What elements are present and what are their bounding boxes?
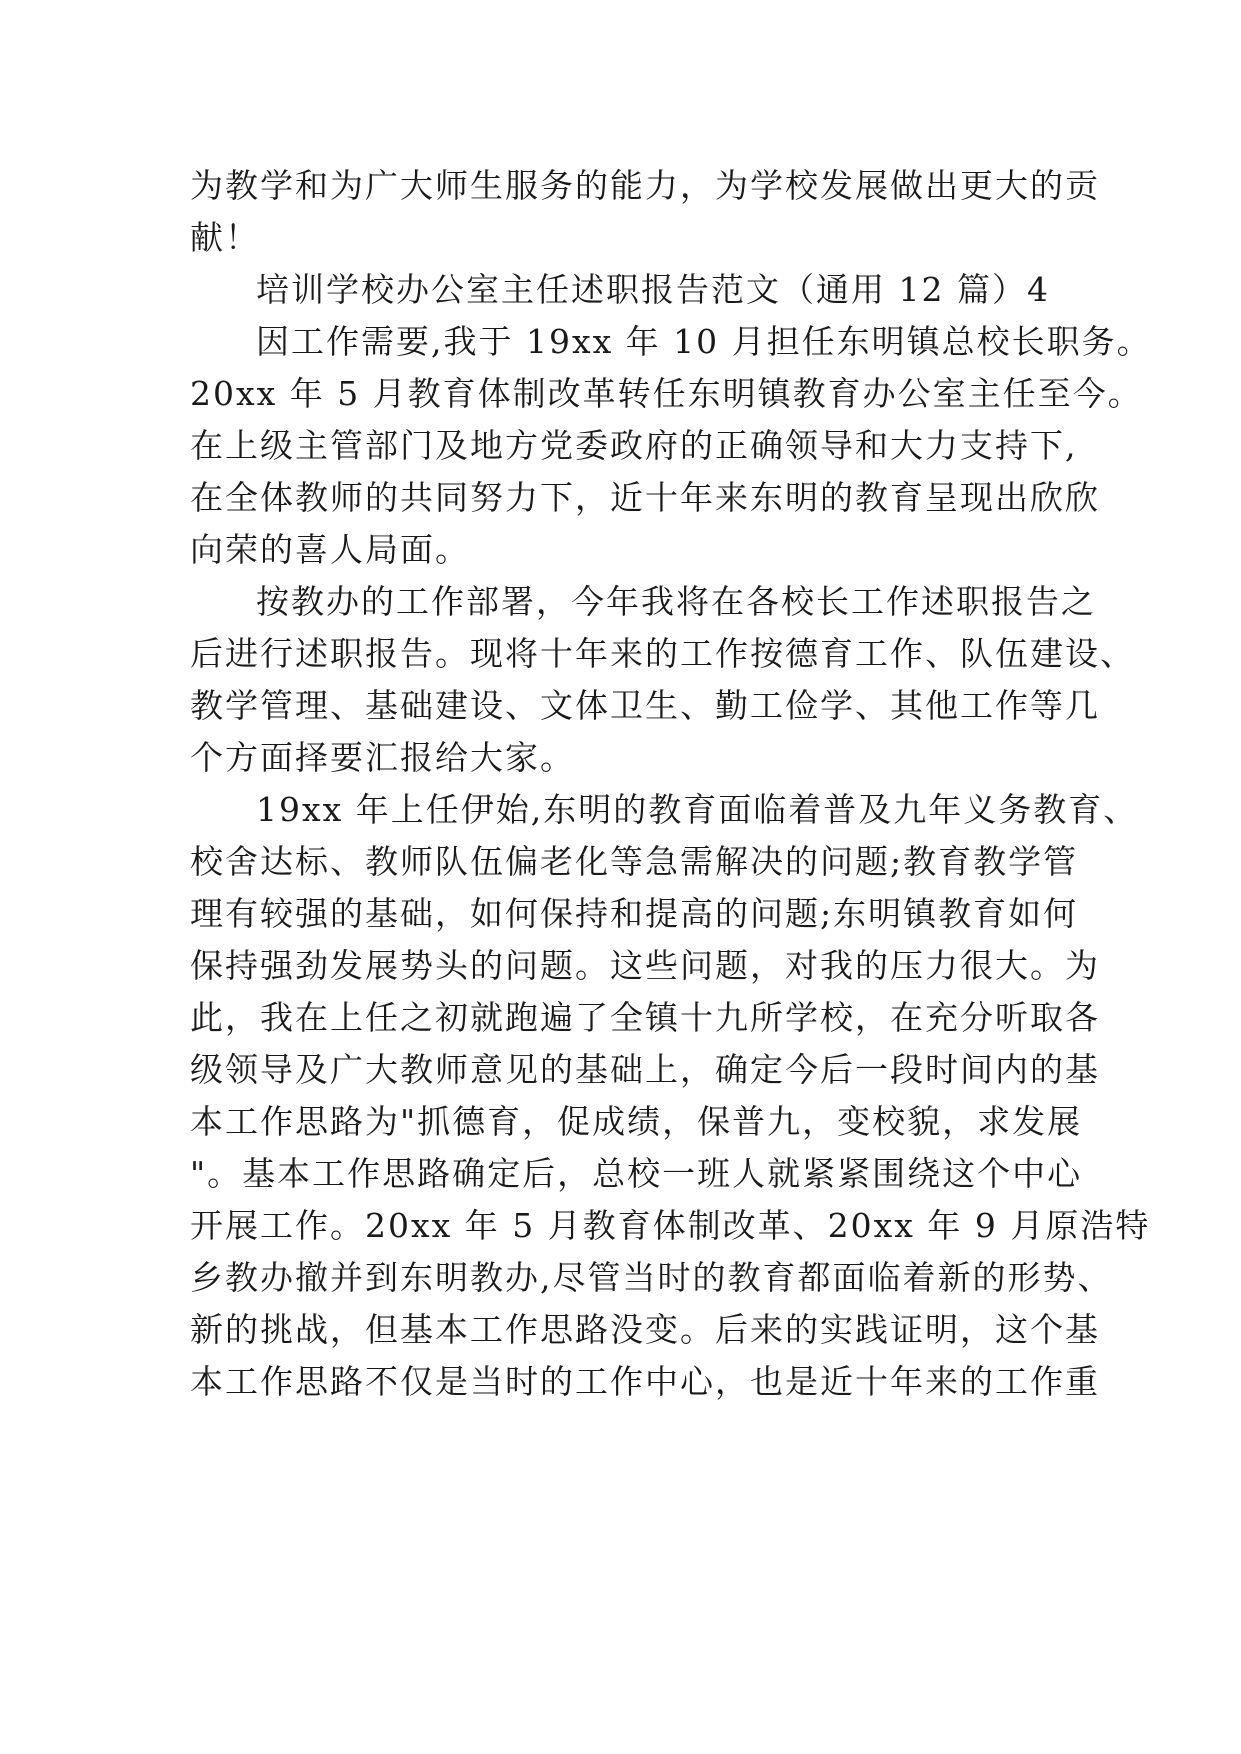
text-line: 向荣的喜人局面。 [190,530,470,569]
text-line: 理有较强的基础，如何保持和提高的问题;东明镇教育如何 [190,894,1079,933]
text-line: 献！ [190,218,260,257]
text-line: 级领导及广大教师意见的基础上，确定今后一段时间内的基 [190,1050,1100,1089]
text-line: 19xx 年上任伊始,东明的教育面临着普及九年义务教育、 [256,790,1139,829]
text-line: 后进行述职报告。现将十年来的工作按德育工作、队伍建设、 [190,634,1135,673]
document-body [190,160,1152,1408]
text-line: 在上级主管部门及地方党委政府的正确领导和大力支持下, [190,426,1078,465]
text-line: 保持强劲发展势头的问题。这些问题，对我的压力很大。为 [190,946,1100,985]
text-line: 本工作思路不仅是当时的工作中心，也是近十年来的工作重 [190,1362,1100,1401]
text-line: 在全体教师的共同努力下，近十年来东明的教育呈现出欣欣 [190,478,1100,517]
text-line: 校舍达标、教师队伍偏老化等急需解决的问题;教育教学管 [190,842,1079,881]
text-line: 乡教办撤并到东明教办,尽管当时的教育都面临着新的形势、 [190,1258,1113,1297]
text-line: "。基本工作思路确定后，总校一班人就紧紧围绕这个中心 [190,1154,1083,1193]
text-line: 教学管理、基础建设、文体卫生、勤工俭学、其他工作等几 [190,686,1100,725]
text-line: 因工作需要,我于 19xx 年 10 月担任东明镇总校长职务。 [256,322,1152,361]
text-line: 本工作思路为"抓德育，促成绩，保普九，变校貌，求发展 [190,1102,1083,1141]
text-line: 为教学和为广大师生服务的能力，为学校发展做出更大的贡 [190,166,1100,205]
section-heading: 培训学校办公室主任述职报告范文（通用 12 篇）4 [256,270,1050,309]
text-line: 20xx 年 5 月教育体制改革转任东明镇教育办公室主任至今。 [190,374,1143,413]
text-line: 个方面择要汇报给大家。 [190,738,575,777]
text-line: 开展工作。20xx 年 5 月教育体制改革、20xx 年 9 月原浩特 [190,1206,1151,1245]
text-line: 此，我在上任之初就跑遍了全镇十九所学校，在充分听取各 [190,998,1100,1037]
text-line: 新的挑战，但基本工作思路没变。后来的实践证明，这个基 [190,1310,1100,1349]
text-line: 按教办的工作部署，今年我将在各校长工作述职报告之 [256,582,1096,621]
